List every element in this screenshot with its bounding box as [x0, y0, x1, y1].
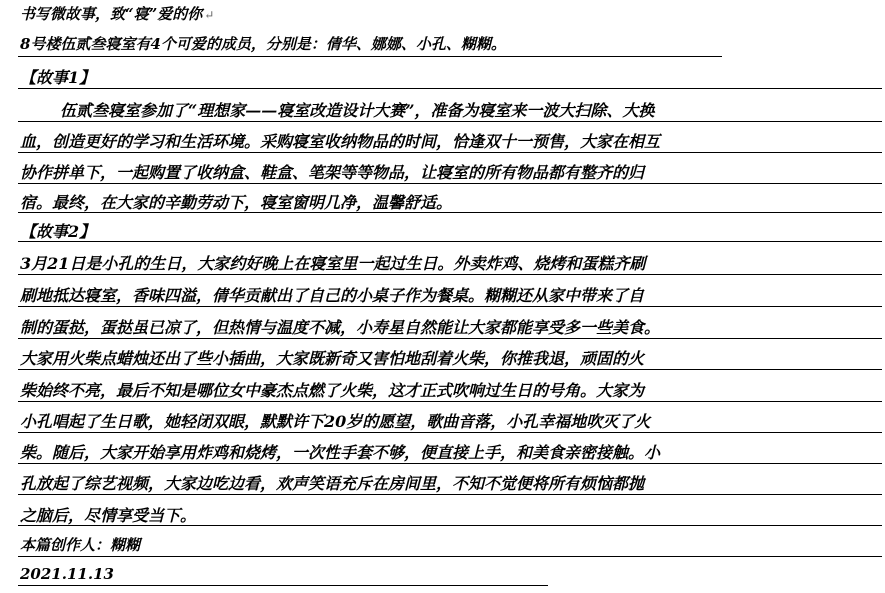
underline [18, 56, 722, 57]
story1-line: 协作拼单下，一起购置了收纳盒、鞋盒、笔架等等物品，让寝室的所有物品都有整齐的归 [20, 163, 645, 182]
story1-line: 伍贰叁寝室参加了“理想家——寝室改造设计大赛”，准备为寝室来一波大扫除、大换 [60, 101, 655, 120]
paragraph-mark-icon: ↵ [204, 8, 215, 22]
underline [18, 463, 882, 464]
underline [18, 338, 882, 339]
document-title [20, 3, 214, 24]
story1-line: 宿。最终，在大家的辛勤劳动下，寝室窗明几净，温馨舒适。 [20, 193, 453, 212]
story2-line: 大家用火柴点蜡烛还出了些小插曲，大家既新奇又害怕地刮着火柴，你推我退，顽固的火 [20, 349, 645, 368]
underline [18, 494, 882, 495]
story2-line: 柴始终不亮，最后不知是哪位女中豪杰点燃了火柴，这才正式吹响过生日的号角。大家为 [20, 381, 645, 400]
underline [18, 152, 882, 153]
underline [18, 369, 882, 370]
date-line: 2021.11.13 [20, 565, 114, 583]
underline [18, 241, 882, 242]
story2-line: 孔放起了综艺视频，大家边吃边看，欢声笑语充斥在房间里，不知不觉便将所有烦恼都抛 [20, 474, 645, 493]
underline [18, 556, 882, 557]
underline [18, 183, 882, 184]
intro-line: 8号楼伍贰叁寝室有4个可爱的成员，分别是：倩华、娜娜、小孔、糊糊。 [20, 35, 506, 53]
underline [18, 88, 882, 89]
story2-heading: 【故事2】 [20, 222, 96, 241]
story2-line: 之脑后，尽情享受当下。 [20, 506, 197, 525]
underline [18, 525, 882, 526]
underline [18, 121, 882, 122]
story2-line: 小孔唱起了生日歌，她轻闭双眼，默默许下20岁的愿望，歌曲音落，小孔幸福地吹灭了火 [20, 412, 651, 431]
title-text: 书写微故事，致“寝”爱的你 [20, 5, 203, 23]
underline [18, 306, 882, 307]
underline [18, 432, 882, 433]
story2-line: 3月21日是小孔的生日，大家约好晚上在寝室里一起过生日。外卖炸鸡、烧烤和蛋糕齐刷 [20, 254, 646, 273]
story2-line: 刷地抵达寝室，香味四溢，倩华贡献出了自己的小桌子作为餐桌。糊糊还从家中带来了自 [20, 286, 645, 305]
underline [18, 274, 882, 275]
underline [18, 212, 882, 213]
underline [18, 585, 548, 586]
underline [18, 401, 882, 402]
story1-line: 血，创造更好的学习和生活环境。采购寝室收纳物品的时间，恰逢双十一预售，大家在相互 [20, 132, 661, 151]
story1-heading: 【故事1】 [20, 68, 96, 87]
author-line: 本篇创作人：糊糊 [20, 536, 141, 554]
story2-line: 制的蛋挞，蛋挞虽已凉了，但热情与温度不减，小寿星自然能让大家都能享受多一些美食。 [20, 318, 661, 337]
story2-line: 柴。随后，大家开始享用炸鸡和烧烤，一次性手套不够，便直接上手，和美食亲密接触。小 [20, 443, 661, 462]
